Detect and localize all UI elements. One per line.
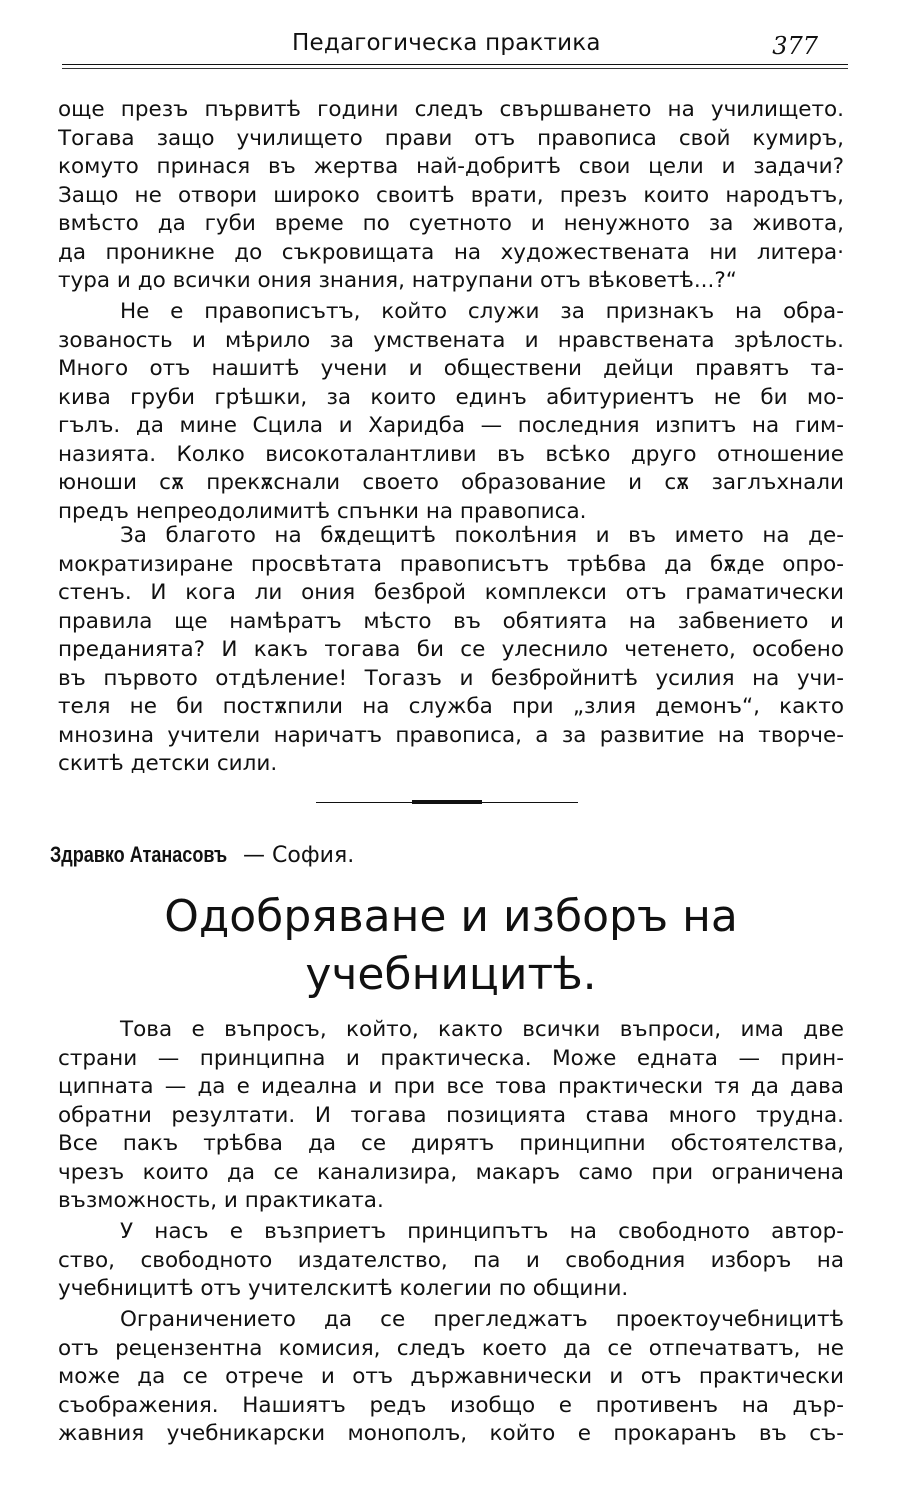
text-line: За благото на бѫдещитѣ поколѣния и въ името на де- <box>120 523 844 548</box>
text-line: Много отъ нашитѣ учени и обществени дейци правятъ та- <box>58 356 844 381</box>
author-dash: — <box>236 843 273 868</box>
article-title-line: Одобряване и изборъ на <box>164 891 738 942</box>
text-line: Ограничението да се прегледжатъ проектоучебницитѣ <box>120 1307 844 1332</box>
text-line: тура и до всички ония знания, натрупани отъ вѣковетѣ...?“ <box>58 268 737 293</box>
article-title <box>58 888 844 1004</box>
page-number: 377 <box>772 32 818 60</box>
text-line: обратни резултати. И тогава позицията става много трудна. <box>58 1102 844 1128</box>
running-title: Педагогическа практика <box>292 30 601 56</box>
text-line: У насъ е възприетъ принципътъ на свободното автор- <box>120 1219 844 1244</box>
author-name: Здравко Атанасовъ <box>50 842 228 867</box>
paragraph-continuation <box>58 96 844 296</box>
text-line: вмѣсто да губи време по суетното и ненужното за живота, <box>58 211 844 236</box>
author-city: София. <box>272 843 355 868</box>
text-line: още презъ първитѣ години следъ свършването на училището. <box>58 97 844 122</box>
paragraph-orthography <box>58 298 844 526</box>
paragraph-future-generations <box>58 522 844 779</box>
text-line: страни — принципна и практическа. Може едната — прин- <box>58 1045 844 1071</box>
text-line: гълъ. да мине Сцила и Харидба — последния изпитъ на гим- <box>58 413 844 438</box>
text-line: юноши сѫ прекѫснали своето образование и сѫ заглъхнали <box>58 470 844 495</box>
separator-ornament <box>412 800 482 804</box>
text-line: отъ рецензентна комисия, следъ което да се отпечатватъ, не <box>58 1335 844 1361</box>
text-line: възможность, и практиката. <box>58 1188 384 1213</box>
text-line: въ първото отдѣление! Тогазъ и безбройнитѣ усилия на учи- <box>58 665 844 691</box>
text-line: теля не би постѫпили на служба при „злия демонъ“, както <box>58 694 844 719</box>
text-line: ство, свободното издателство, па и свободния изборъ на <box>58 1247 844 1273</box>
text-line: зованость и мѣрило за умствената и нравствената зрѣлость. <box>58 327 844 353</box>
text-line: Все пакъ трѣбва да се дирятъ принципни обстоятелства, <box>58 1131 844 1156</box>
text-line: да проникне до съкровищата на художествената ни литера· <box>58 239 844 265</box>
section-separator <box>316 800 578 806</box>
text-line: Защо не отвори широко своитѣ врати, презъ които народътъ, <box>58 182 844 208</box>
running-header <box>62 30 848 70</box>
article-paragraph-principle <box>58 1218 844 1304</box>
header-rule <box>62 64 848 65</box>
text-line: комуто принася въ жертва най-добритѣ свои цели и задачи? <box>58 154 844 179</box>
text-line: мократизиране просвѣтата правописътъ трѣбва да бѫде опро- <box>58 551 844 577</box>
text-line: Не е правописътъ, който служи за признакъ на обра- <box>120 299 844 324</box>
text-line: ципната — да е идеална и при все това практически тя да дава <box>58 1074 844 1099</box>
text-line: назията. Колко високоталантливи въ всѣко друго отношение <box>58 441 844 467</box>
text-line: може да се отрече и отъ държавнически и отъ практически <box>58 1364 844 1389</box>
text-line: правила ще намѣратъ мѣсто въ обятията на забвението и <box>58 608 844 634</box>
text-line: мнозина учители наричатъ правописа, а за развитие на творче- <box>58 722 844 748</box>
header-rule-secondary <box>62 68 848 69</box>
text-line: кива груби грѣшки, за които единъ абитуриентъ не би мо- <box>58 384 844 410</box>
text-line: чрезъ които да се канализира, макаръ само при ограничена <box>58 1159 844 1185</box>
text-line: Това е въпросъ, който, както всички въпроси, има две <box>120 1017 844 1042</box>
text-line: Тогава защо училището прави отъ правописа свой кумиръ, <box>58 125 844 151</box>
article-paragraph-intro <box>58 1016 844 1216</box>
text-line: стенъ. И кога ли ония безброй комплекси отъ граматически <box>58 580 844 605</box>
article-title-line: учебницитѣ. <box>305 949 597 1000</box>
text-line: скитѣ детски сили. <box>58 751 278 776</box>
text-line: учебницитѣ отъ учителскитѣ колегии по общини. <box>58 1276 629 1301</box>
text-line: съображения. Нашиятъ редъ изобщо е противенъ на дър- <box>58 1392 844 1418</box>
text-line: жавния учебникарски монополъ, който е прокаранъ въ съ- <box>58 1421 844 1446</box>
author-byline <box>50 842 354 868</box>
article-paragraph-restriction <box>58 1306 844 1449</box>
text-line: преданията? И какъ тогава би се улеснило четенето, особено <box>58 637 844 662</box>
text-line: предъ непреодолимитѣ спънки на правописа. <box>58 498 587 524</box>
